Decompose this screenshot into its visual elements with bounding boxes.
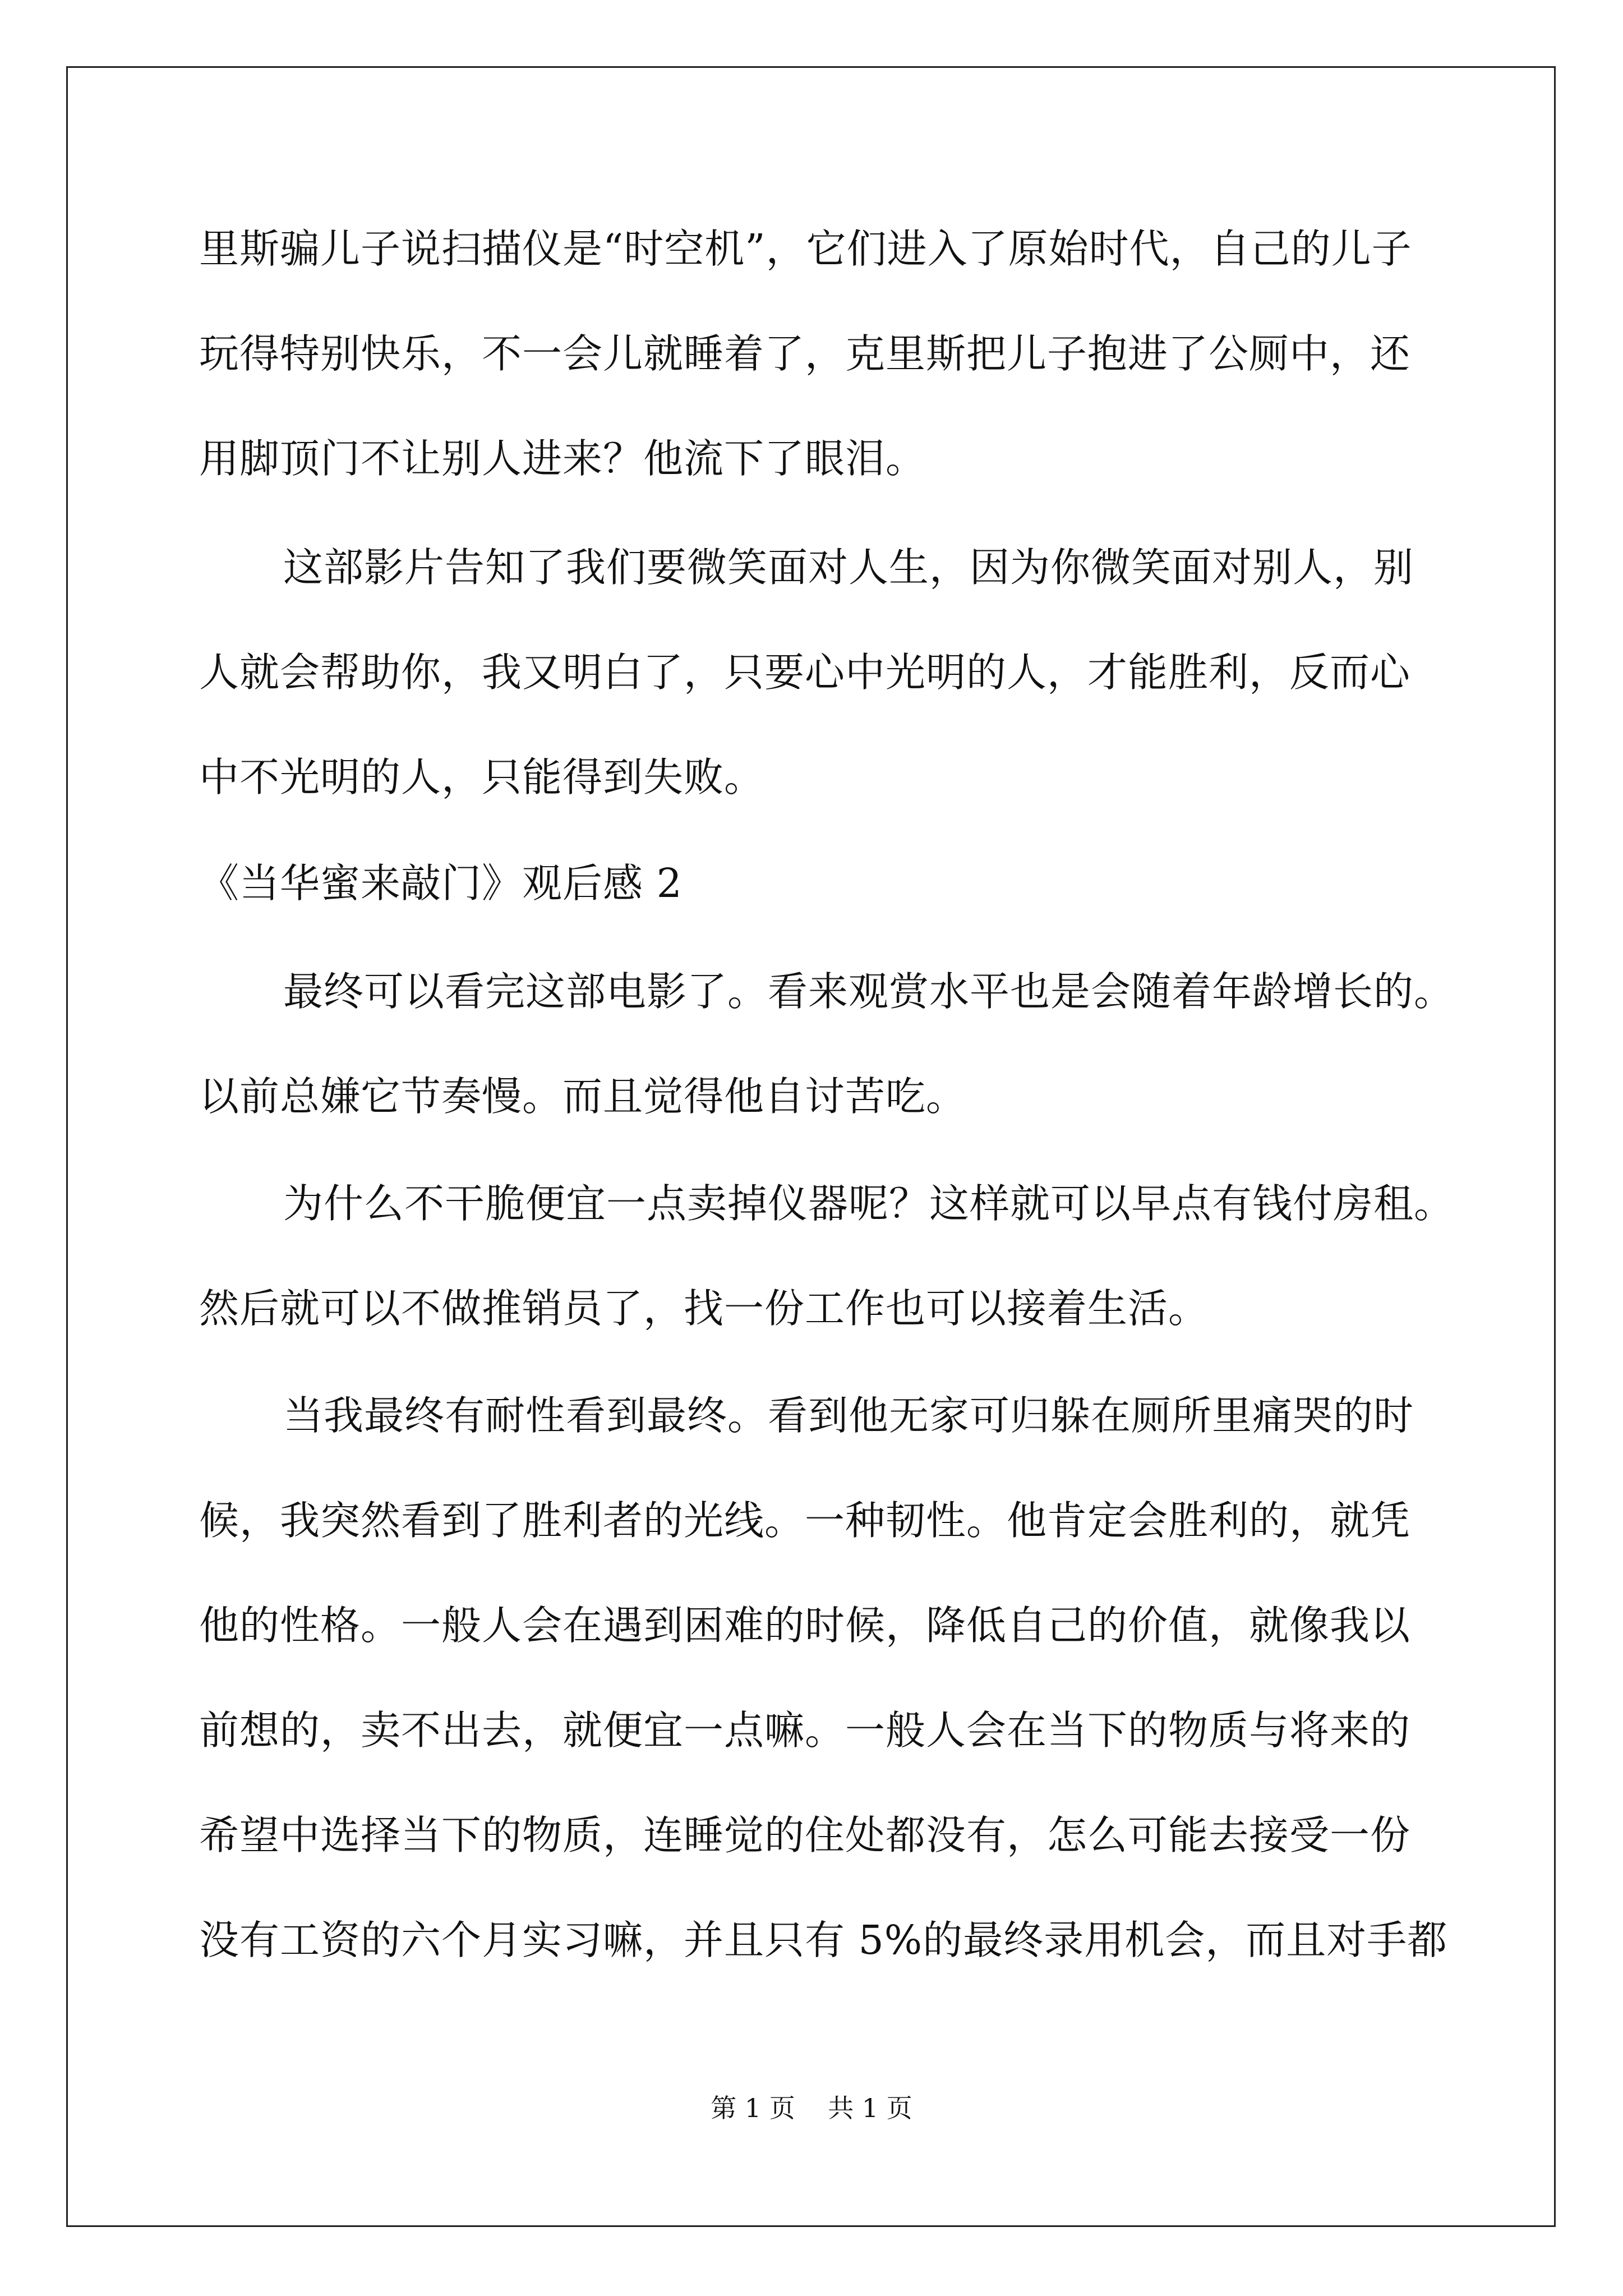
body-text-line: 前想的，卖不出去，就便宜一点嘛。一般人会在当下的物质与将来的 <box>199 1707 1411 1754</box>
body-text-line: 中不光明的人，只能得到失败。 <box>199 754 765 800</box>
body-text-line: 他的性格。一般人会在遇到困难的时候，降低自己的价值，就像我以 <box>199 1602 1411 1649</box>
paragraph-first-line: 当我最终有耐性看到最终。看到他无家可归躲在厕所里痛哭的时 <box>283 1392 1414 1439</box>
page-number-footer: 第 1 页 共 1 页 <box>711 2093 912 2123</box>
body-text-line: 以前总嫌它节奏慢。而且觉得他自讨苦吃。 <box>199 1073 967 1120</box>
body-text-line: 没有工资的六个月实习嘛，并且只有 5%的最终录用机会，而且对手都 <box>199 1917 1448 1963</box>
body-text-line: 用脚顶门不让别人进来？他流下了眼泪。 <box>199 435 926 482</box>
paragraph-first-line: 这部影片告知了我们要微笑面对人生，因为你微笑面对别人，别 <box>283 544 1414 591</box>
body-text-line: 人就会帮助你，我又明白了，只要心中光明的人，才能胜利，反而心 <box>199 649 1411 696</box>
body-text-line: 然后就可以不做推销员了，找一份工作也可以接着生活。 <box>199 1285 1209 1332</box>
section-heading: 《当华蜜来敲门》观后感 2 <box>199 860 683 907</box>
body-text-line: 玩得特别快乐，不一会儿就睡着了，克里斯把儿子抱进了公厕中，还 <box>199 330 1411 377</box>
page-border <box>66 66 1556 2227</box>
body-text-line: 里斯骗儿子说扫描仪是“时空机”，它们进入了原始时代，自己的儿子 <box>199 226 1412 272</box>
paragraph-first-line: 为什么不干脆便宜一点卖掉仪器呢？这样就可以早点有钱付房租。 <box>283 1180 1455 1227</box>
body-text-line: 候，我突然看到了胜利者的光线。一种韧性。他肯定会胜利的，就凭 <box>199 1497 1411 1544</box>
paragraph-first-line: 最终可以看完这部电影了。看来观赏水平也是会随着年龄增长的。 <box>283 968 1455 1015</box>
body-text-line: 希望中选择当下的物质，连睡觉的住处都没有，怎么可能去接受一份 <box>199 1812 1411 1858</box>
